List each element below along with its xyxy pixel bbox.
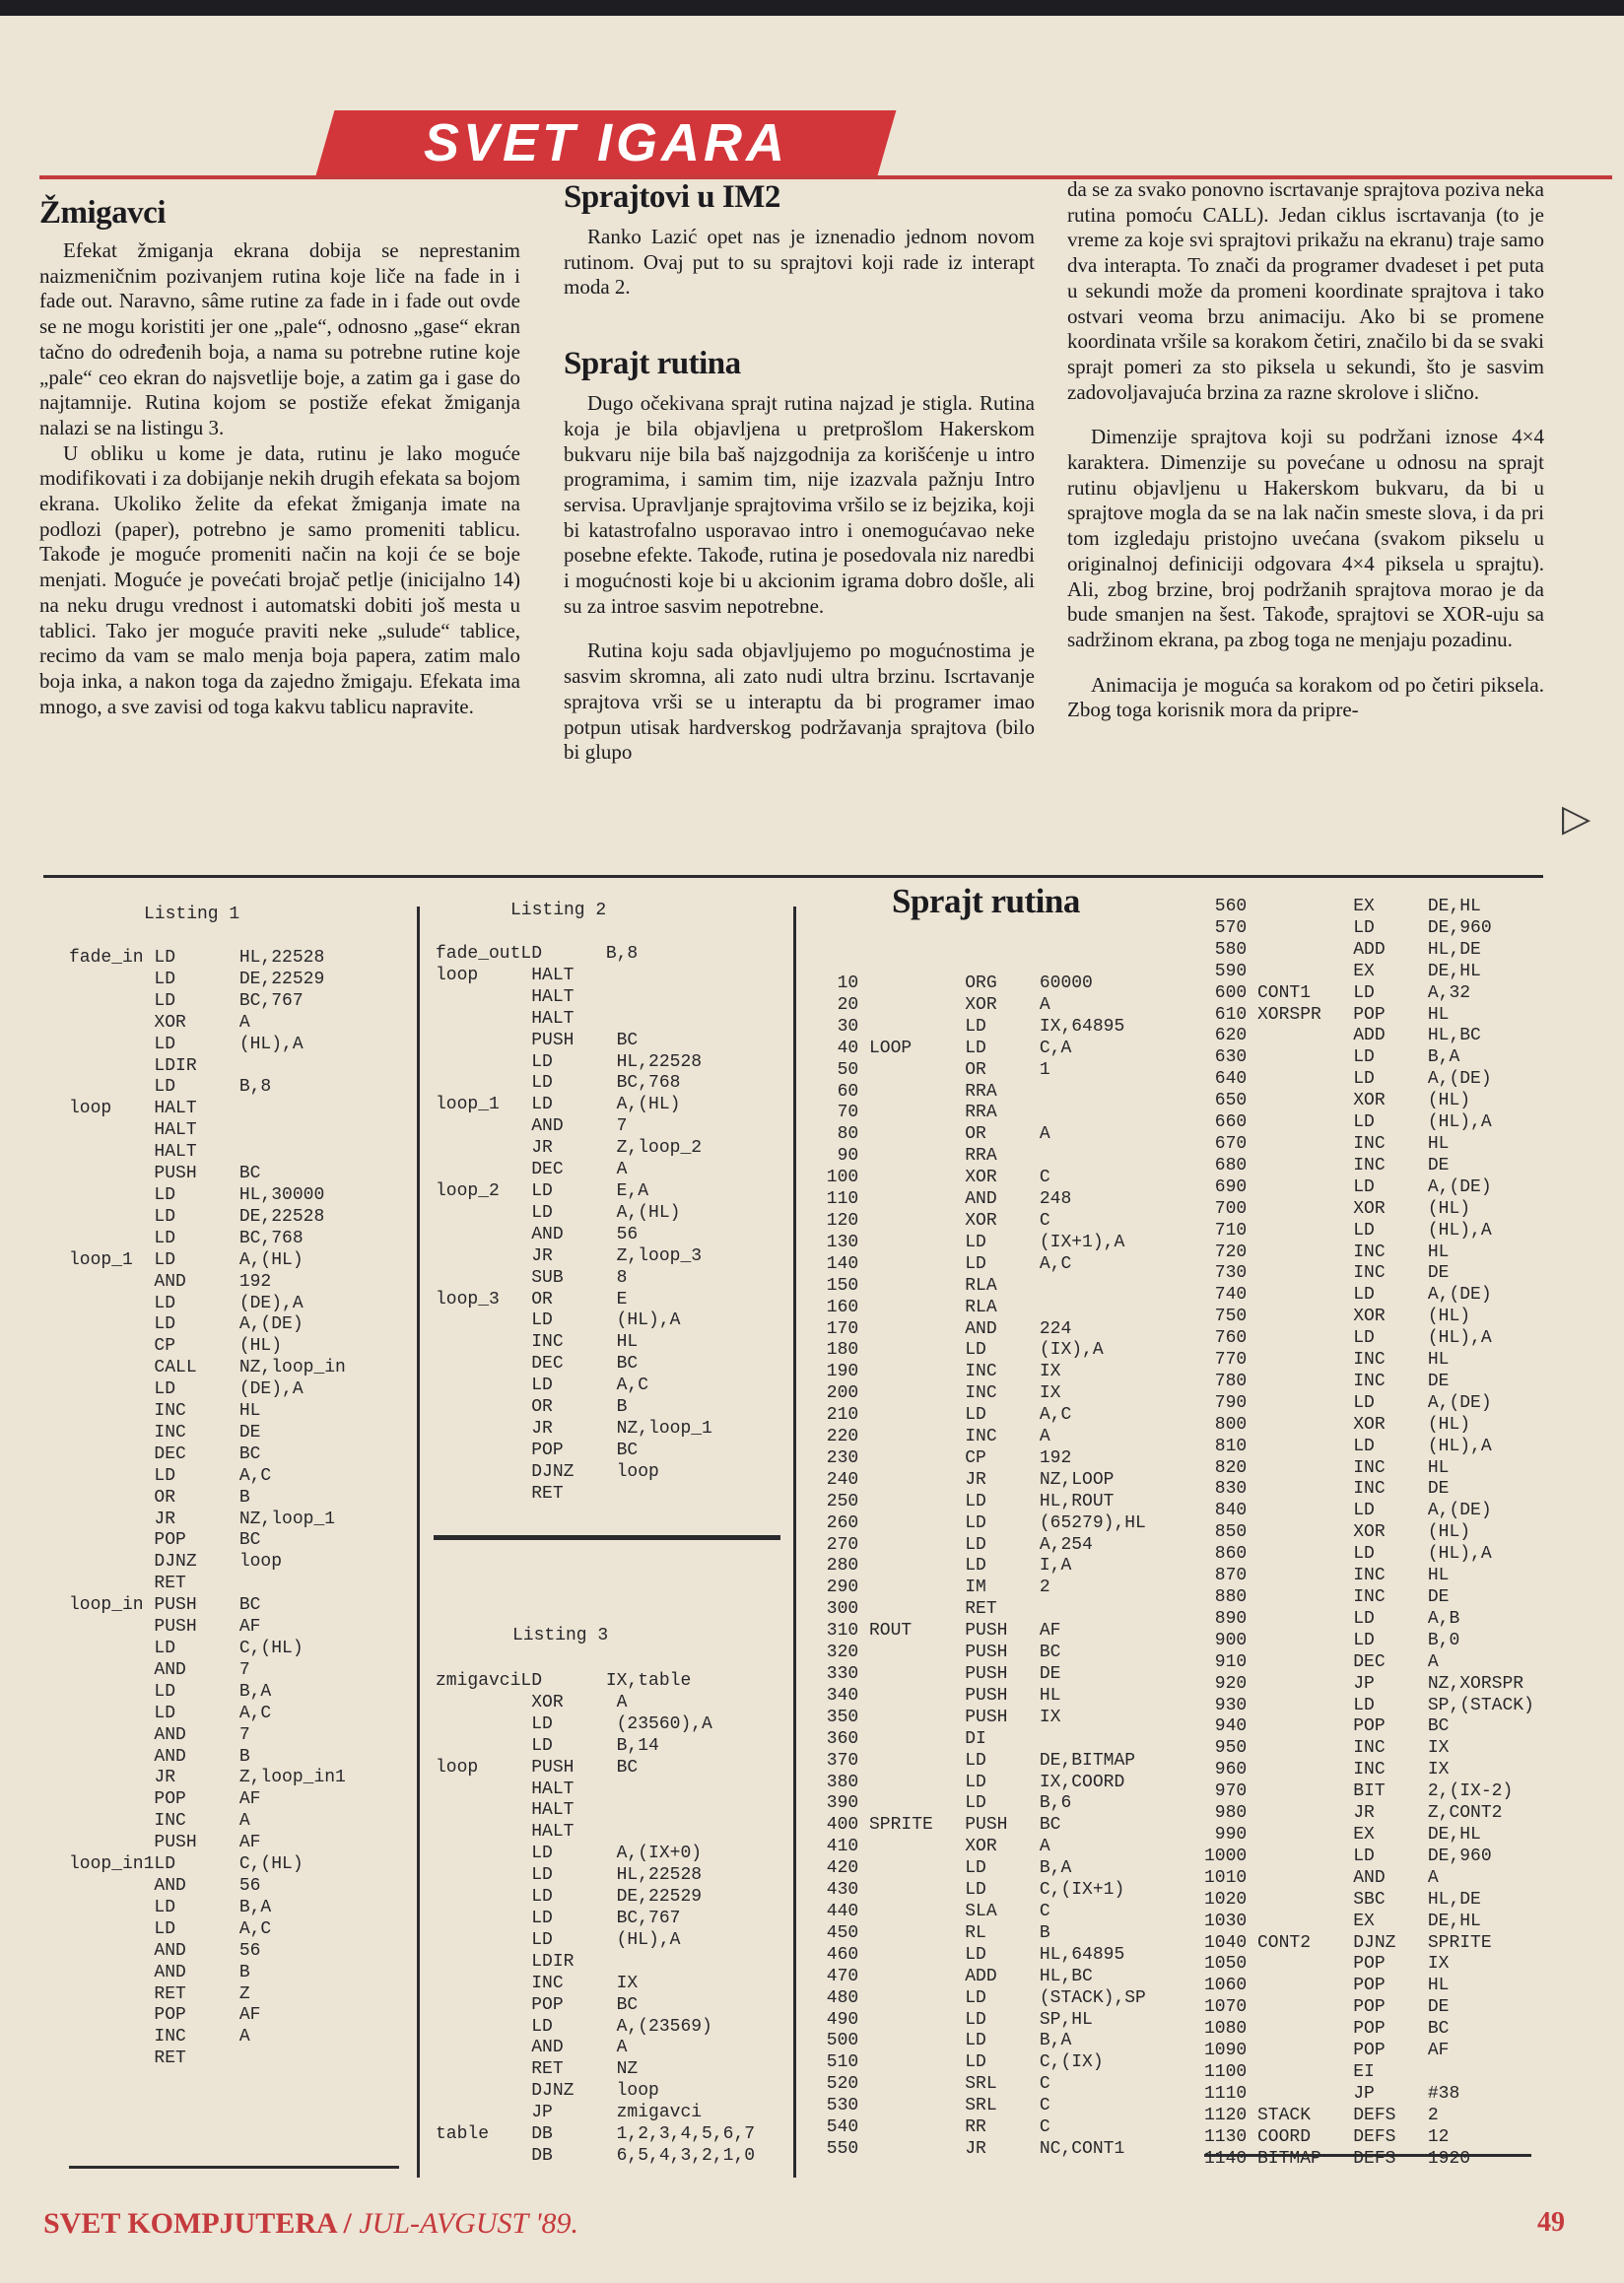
divider	[417, 906, 420, 2178]
sprajt-code-part-2: 560 EX DE,HL 570 LD DE,960 580 ADD HL,DE 590 EX DE,HL 600 CONT1 LD A,32 610 XORSPR POP HL 620 ADD HL,BC 630 LD B,A 640 LD A,(DE) 650 XOR (HL) 660 LD (HL),A 670 INC HL 680 INC DE 690 LD A,(DE) 700 XOR (HL) 710 LD (HL),A 720 INC HL 730 INC DE 740 LD A,(DE) 750 XOR (HL) 760 LD (HL),A 770 INC HL 780 INC DE 790 LD A,(DE) 800 XOR (HL) 810 LD (HL),A 820 INC HL 830 INC DE 840 LD A,(DE) 850 XOR (HL) 860 LD (HL),A 870 INC HL 880 INC DE 890 LD A,B 900 LD B,0 910 DEC A 920 JP NZ,XORSPR 930 LD SP,(STACK) 940 POP BC 950 INC IX 960 INC IX 970 BIT 2,(IX-2) 980 JR Z,CONT2 990 EX DE,HL 1000 LD DE,960 1010 AND A 1020 SBC HL,DE 1030 EX DE,HL 1040 CONT2 DJNZ SPRITE 1050 POP IX 1060 POP HL 1070 POP DE 1080 POP BC 1090 POP AF 1100 EI 1110 JP #38 1120 STACK DEFS 2 1130 COORD DEFS 12 1140 BITMAP DEFS 1920	[1204, 897, 1534, 2169]
listing-1-code: fade_in LD HL,22528 LD DE,22529 LD BC,767 XOR A LD (HL),A LDIR LD B,8 loop HALT HALT HALT PUSH BC LD HL,30000 LD DE,22528 LD BC,768 loop_1 LD A,(HL) AND 192 LD (DE),A LD A,(DE) CP (HL) CALL NZ,loop_in LD (DE),A INC HL INC DE DEC BC LD A,C OR B JR NZ,loop_1 POP BC DJNZ loop RET loop_in PUSH BC PUSH AF LD C,(HL) AND 7 LD B,A LD A,C AND 7 AND B JR Z,loop_in1 POP AF INC A PUSH AF loop_in1LD C,(HL) AND 56 LD B,A LD A,C AND 56 AND B RET Z POP AF INC A RET	[69, 948, 346, 2069]
section-title: SVET IGARA	[423, 113, 789, 172]
heading-sprajtovi-im2: Sprajtovi u IM2	[564, 179, 780, 215]
paragraph: Efekat žmiganja ekrana dobija se neprestanim naizmeničnim pozivanjem rutina koje liče na fade in i fade out. Naravno, sâme rutine za fade in i fade out ovde se ne mogu koristiti jer one „pale“, odnosno „gase“ ekran tačno do određenih boja, a nama su potrebne rutine koje „pale“ ceo ekran do najsvetlije boje, a zatim ga i gase do najtamnije. Rutina kojom se postiže efekat žmiganja nalazi se na listingu 3.	[39, 238, 520, 439]
paragraph: da se za svako ponovno iscrtavanje sprajtova poziva neka rutina pomoću CALL). Jedan ciklus iscrtavanja (to je vreme za koje svi sprajtovi prikažu na ekranu) traje samo dva interapta. To znači da programer dvadeset i pet puta u sekundi može da promeni koordinate sprajtova i tako ostvari veoma brzu animaciju. Ako bi se promene koordinata vršile sa korakom četiri, značilo bi da se svaki sprajt pomeri za sto piksela u sekundi, što je sasvim zadovoljavajuća brzina za razne skrolove i slično.	[1067, 177, 1544, 404]
footer-magazine	[43, 2207, 578, 2241]
paragraph: Ranko Lazić opet nas je iznenadio jednom novom rutinom. Ovaj put to su sprajtovi koji rade iz interapt moda 2.	[564, 225, 1035, 300]
paragraph: Rutina koju sada objavljujemo po mogućnostima je sasvim skromna, ali zato nudi ultra brzinu. Iscrtavanje sprajtova vrši se u interaptu da bi programer imao potpun utisak hardverskog podržavanja sprajtova (bilo bi glupo	[564, 638, 1035, 765]
listing-2-end-rule	[434, 1535, 780, 1540]
continue-arrow-icon: ▷	[1562, 796, 1591, 839]
magazine-name: SVET KOMPJUTERA /	[43, 2207, 352, 2240]
listing-2-title: Listing 2	[510, 901, 607, 920]
section-banner	[316, 110, 897, 175]
top-band	[0, 0, 1624, 16]
sprajt-rutina-listing-title: Sprajt rutina	[892, 882, 1080, 920]
column-sprajtovi	[564, 177, 1035, 766]
sprajt-code-part-1: 10 ORG 60000 20 XOR A 30 LD IX,64895 40 LOOP LD C,A 50 OR 1 60 RRA 70 RRA 80 OR A 90 RRA 100 XOR C 110 AND 248 120 XOR C 130 LD (IX+1),A 140 LD A,C 150 RLA 160 RLA 170 AND 224 180 LD (IX),A 190 INC IX 200 INC IX 210 LD A,C 220 INC A 230 CP 192 240 JR NZ,LOOP 250 LD HL,ROUT 260 LD (65279),HL 270 LD A,254 280 LD I,A 290 IM 2 300 RET 310 ROUT PUSH AF 320 PUSH BC 330 PUSH DE 340 PUSH HL 350 PUSH IX 360 DI 370 LD DE,BITMAP 380 LD IX,COORD 390 LD B,6 400 SPRITE PUSH BC 410 XOR A 420 LD B,A 430 LD C,(IX+1) 440 SLA C 450 RL B 460 LD HL,64895 470 ADD HL,BC 480 LD (STACK),SP 490 LD SP,HL 500 LD B,A 510 LD C,(IX) 520 SRL C 530 SRL C 540 RR C 550 JR NC,CONT1	[826, 974, 1146, 2159]
paragraph: Dimenzije sprajtova koji su podržani iznose 4×4 karaktera. Dimenzije su povećane u odnosu na sprajt rutinu objavljenu u Hakerskom bukvaru, da bi u sprajtove mogla da se na lak način smeste slova, i da pri tom izgledaju pristojno uvećana (svakom pikselu u originalnoj definiciji odgovara 4×4 piksela u sprajtu). Ali, zbog brzine, broj podržanih sprajtova morao je da bude smanjen na šest. Takođe, sprajtovi se XOR-uju sa sadržinom ekrana, pa zbog toga ne menjaju pozadinu.	[1067, 425, 1544, 651]
paragraph: Animacija je moguća sa korakom od po četiri piksela. Zbog toga korisnik mora da pripre-	[1067, 672, 1544, 722]
listing-3-title: Listing 3	[512, 1626, 609, 1645]
column-zmigavci	[39, 193, 520, 719]
divider	[793, 906, 796, 2178]
listing-2-code: fade_outLD B,8 loop HALT HALT HALT PUSH BC LD HL,22528 LD BC,768 loop_1 LD A,(HL) AND 7 JR Z,loop_2 DEC A loop_2 LD E,A LD A,(HL) AND 56 JR Z,loop_3 SUB 8 loop_3 OR E LD (HL),A INC HL DEC BC LD A,C OR B JR NZ,loop_1 POP BC DJNZ loop RET	[436, 944, 712, 1504]
listings-top-rule	[43, 875, 1543, 878]
paragraph: Dugo očekivana sprajt rutina najzad je stigla. Rutina koja je bila objavljena u pretprošlom Hakerskom bukvaru nije bila baš najzgodnija za korišćenje u intro programima, i samim tim, nije izazvala pažnju Intro servisa. Upravljanje sprajtovima vršilo se iz bejzika, koji bi katastrofalno usporavao intro i onemogućavao neke posebne efekte. Takođe, rutina je posedovala niz naredbi i mogućnosti koje bi u akcionim igrama dobro došle, ali su za introe sasvim nepotrebne.	[564, 391, 1035, 618]
page-number: 49	[1537, 2207, 1565, 2238]
heading-sprajt-rutina: Sprajt rutina	[564, 346, 741, 382]
listing-1-end-rule	[69, 2166, 399, 2169]
listing-1-title: Listing 1	[144, 905, 240, 924]
issue-date: JUL-AVGUST '89.	[351, 2207, 579, 2240]
column-continued	[1067, 177, 1544, 723]
heading-zmigavci: Žmigavci	[39, 195, 166, 231]
paragraph: U obliku u kome je data, rutinu je lako moguće modifikovati i za dobijanje nekih drugih efekata sa bojom ekrana. Ukoliko želite da efekat žmiganja imate na podlozi (paper), potrebno je samo promeniti tablicu. Takođe je moguće promeniti način na koji će se boje menjati. Moguće je povećati brojač petlje (inicijalno 14) na neku drugu vrednost i automatski dobiti još mesta u tablici. Tako jer moguće praviti neke „sulude“ tablice, recimo da vam se malo menja boja papera, zatim malo boja inka, a nakon toga da zajedno žmigaju. Efekata ima mnogo, a sve zavisi od toga kakvu tablicu napravite.	[39, 440, 520, 718]
listing-3-code: zmigavciLD IX,table XOR A LD (23560),A LD B,14 loop PUSH BC HALT HALT HALT LD A,(IX+0) LD HL,22528 LD DE,22529 LD BC,767 LD (HL),A LDIR INC IX POP BC LD A,(23569) AND A RET NZ DJNZ loop JP zmigavci table DB 1,2,3,4,5,6,7 DB 6,5,4,3,2,1,0	[436, 1671, 756, 2166]
